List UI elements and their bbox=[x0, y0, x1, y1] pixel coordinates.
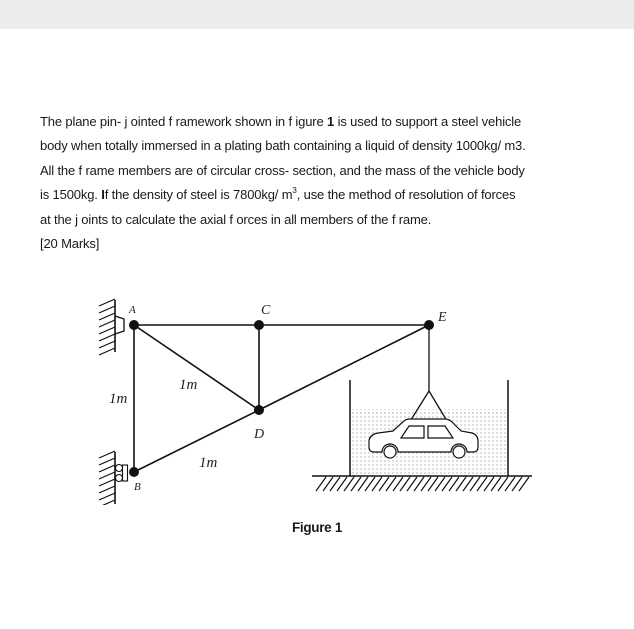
wall-support-b bbox=[99, 451, 128, 505]
text-fragment: f the density of steel is 7800kg/ m bbox=[104, 187, 293, 203]
question-line-4 bbox=[40, 183, 620, 207]
question-line-2: body when totally immersed in a plating bath containing a liquid of density 1000kg/ m3. bbox=[40, 138, 526, 154]
length-bd: 1m bbox=[199, 455, 218, 471]
label-a: A bbox=[129, 304, 136, 316]
top-bar bbox=[0, 0, 634, 29]
figure-caption: Figure 1 bbox=[291, 520, 343, 535]
bold-if: I bbox=[101, 187, 105, 203]
length-ab: 1m bbox=[109, 391, 128, 407]
length-ad: 1m bbox=[179, 377, 198, 393]
question-line-5: at the j oints to calculate the axial f orces in all members of the f rame. bbox=[40, 211, 432, 227]
text-fragment: is 1500kg. bbox=[40, 187, 102, 203]
joint-b-dot bbox=[129, 467, 139, 477]
joint-d-dot bbox=[254, 405, 264, 415]
framework-diagram bbox=[0, 290, 634, 505]
text-fragment: The plane pin- j ointed f ramework shown in f igure bbox=[40, 114, 328, 129]
member-de bbox=[259, 325, 429, 410]
label-e: E bbox=[438, 310, 447, 325]
wall-support-a bbox=[99, 299, 124, 355]
marks: [20 Marks] bbox=[40, 235, 100, 251]
question-line-3: All the f rame members are of circular cross- section, and the mass of the vehicle body bbox=[40, 162, 525, 178]
superscript: 3 bbox=[292, 186, 297, 196]
figure-ref: 1 bbox=[327, 114, 335, 129]
label-c: C bbox=[261, 303, 271, 318]
question-text bbox=[40, 110, 620, 256]
member-bd bbox=[134, 410, 259, 472]
text-fragment: , use the method of resolution of forces bbox=[296, 187, 516, 203]
member-ad bbox=[134, 325, 259, 410]
joint-c-dot bbox=[254, 320, 264, 330]
text-fragment: is used to support a steel vehicle bbox=[334, 114, 522, 129]
joint-e-dot bbox=[424, 320, 434, 330]
label-b: B bbox=[134, 481, 141, 493]
joint-a-dot bbox=[129, 320, 139, 330]
question-line-1 bbox=[40, 110, 620, 134]
label-d: D bbox=[254, 427, 265, 442]
